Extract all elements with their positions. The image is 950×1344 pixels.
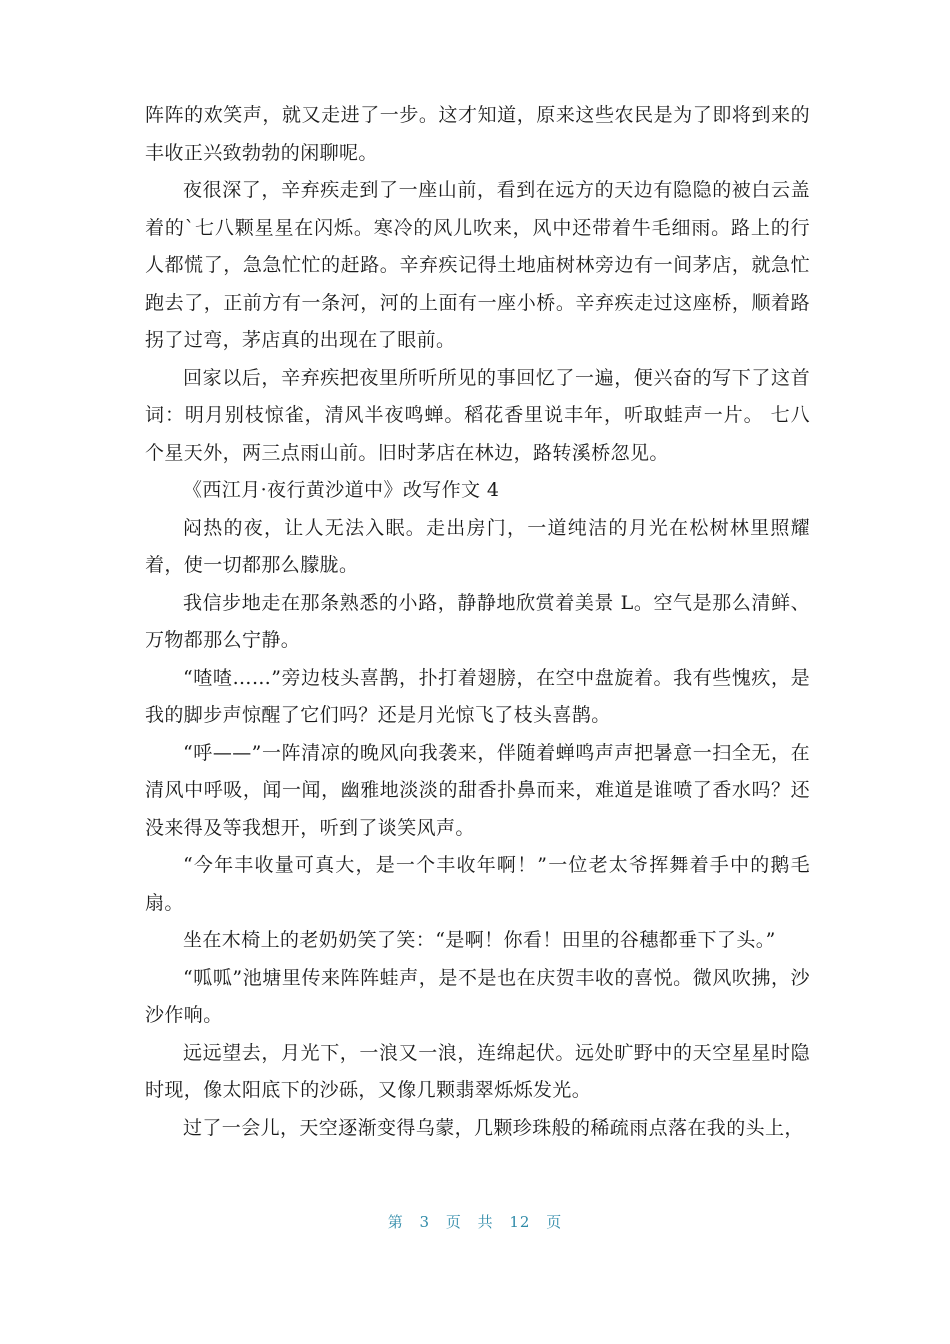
paragraph: 远远望去，月光下，一浪又一浪，连绵起伏。远处旷野中的天空星星时隐时现，像太阳底下的沙砾，又像几颗翡翠烁烁发光。 xyxy=(145,1041,810,1101)
document-body xyxy=(145,97,810,1147)
paragraph: 过了一会儿，天空逐渐变得乌蒙，几颗珍珠般的稀疏雨点落在我的头上， xyxy=(183,1116,804,1139)
paragraph: 阵阵的欢笑声，就又走进了一步。这才知道，原来这些农民是为了即将到来的丰收正兴致勃勃的闲聊呢。 xyxy=(145,104,810,164)
paragraph: 夜很深了，辛弃疾走到了一座山前，看到在远方的天边有隐隐的被白云盖着的`七八颗星星在闪烁。寒冷的风儿吹来，风中还带着牛毛细雨。路上的行人都慌了，急急忙忙的赶路。辛弃疾记得土地庙树林旁边有一间茅店，就急忙跑去了，正前方有一条河，河的上面有一座小桥。辛弃疾走过这座桥，顺着路拐了过弯，茅店真的出现在了眼前。 xyxy=(145,179,810,351)
page-number-footer: 第 3 页 共 12 页 xyxy=(387,1213,563,1231)
paragraph: “呼——”一阵清凉的晚风向我袭来，伴随着蝉鸣声声把暑意一扫全无，在清风中呼吸，闻一闻，幽雅地淡淡的甜香扑鼻而来，难道是谁喷了香水吗？还没来得及等我想开，听到了谈笑风声。 xyxy=(145,741,810,839)
paragraph: “呱呱”池塘里传来阵阵蛙声，是不是也在庆贺丰收的喜悦。微风吹拂，沙沙作响。 xyxy=(145,966,810,1026)
paragraph: 坐在木椅上的老奶奶笑了笑：“是啊！你看！田里的谷穗都垂下了头。” xyxy=(183,929,776,951)
paragraph: 回家以后，辛弃疾把夜里所听所见的事回忆了一遍，便兴奋的写下了这首词：明月别枝惊雀，清风半夜鸣蝉。稻花香里说丰年，听取蛙声一片。 七八个星天外，两三点雨山前。旧时茅店在林边，路转溪桥忽见。 xyxy=(145,366,810,464)
paragraph: 闷热的夜，让人无法入眠。走出房门，一道纯洁的月光在松树林里照耀着，使一切都那么朦胧。 xyxy=(145,516,810,576)
paragraph: 我信步地走在那条熟悉的小路，静静地欣赏着美景 L。空气是那么清鲜、万物都那么宁静。 xyxy=(145,591,810,651)
paragraph: “今年丰收量可真大，是一个丰收年啊！”一位老太爷挥舞着手中的鹅毛扇。 xyxy=(145,854,810,914)
section-heading: 《西江月·夜行黄沙道中》改写作文 4 xyxy=(183,479,500,501)
paragraph: “喳喳……”旁边枝头喜鹊，扑打着翅膀，在空中盘旋着。我有些愧疚，是我的脚步声惊醒了它们吗？还是月光惊飞了枝头喜鹊。 xyxy=(145,666,810,726)
